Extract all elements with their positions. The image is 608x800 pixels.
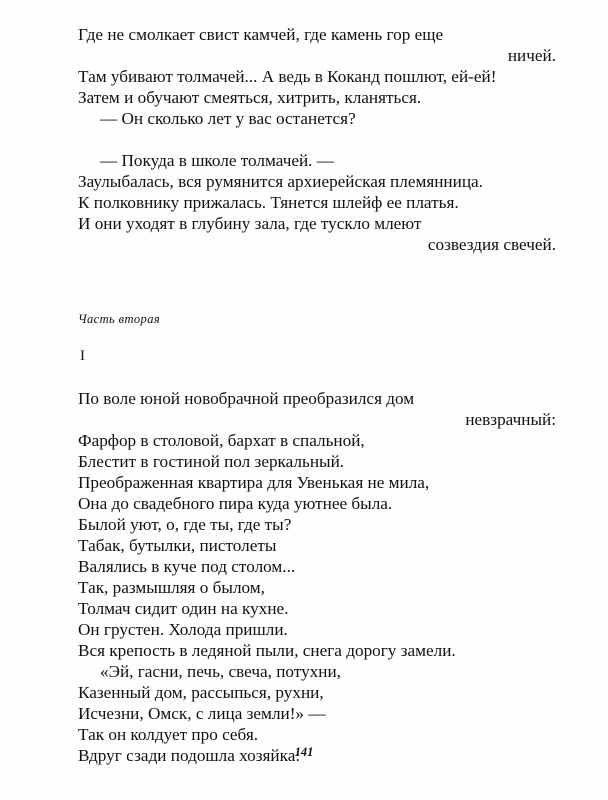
text-line: Где не смолкает свист камчей, где камень гор еще	[78, 25, 444, 44]
part-title: Часть вторая	[78, 312, 161, 326]
text-line: Заулыбалась, вся румянится архиерейская племянница.	[78, 172, 483, 191]
text-line: Валялись в куче под столом...	[78, 557, 296, 576]
text-line: Она до свадебного пира куда уютнее была.	[78, 494, 393, 513]
text-line: Былой уют, о, где ты, где ты?	[78, 515, 292, 534]
text-line: Там убивают толмачей... А ведь в Коканд пошлют, ей-ей!	[78, 67, 497, 86]
text-line: Вдруг сзади подошла хозяйка:	[78, 746, 301, 765]
text-line: Блестит в гостиной пол зеркальный.	[78, 452, 345, 471]
text-line: Он грустен. Холода пришли.	[78, 620, 288, 639]
text-line: По воле юной новобрачной преобразился дом	[78, 389, 415, 408]
text-line: ничей.	[507, 46, 556, 65]
text-line: К полковнику прижалась. Тянется шлейф ее платья.	[78, 193, 459, 212]
text-line: Так, размышляя о былом,	[78, 578, 265, 597]
text-line: Преображенная квартира для Увенькая не мила,	[78, 473, 430, 492]
text-line: Так он колдует про себя.	[78, 725, 259, 744]
text-line: Толмач сидит один на кухне.	[78, 599, 289, 618]
text-line: Казенный дом, рассыпься, рухни,	[78, 683, 324, 702]
text-line: созвездия свечей.	[427, 235, 556, 254]
text-line: Фарфор в столовой, бархат в спальной,	[78, 431, 365, 450]
text-line: И они уходят в глубину зала, где тускло млеют	[78, 214, 422, 233]
text-line: Затем и обучают смеяться, хитрить, кланяться.	[78, 88, 422, 107]
text-line: Исчезни, Омск, с лица земли!» —	[78, 704, 326, 723]
text-line: Табак, бутылки, пистолеты	[78, 536, 277, 555]
chapter-number: I	[80, 348, 85, 364]
text-line: Вся крепость в ледяной пыли, снега дорогу замели.	[78, 641, 456, 660]
poem-section-2	[78, 388, 556, 766]
stanza-gap	[78, 129, 556, 150]
poem-section-1	[78, 24, 556, 255]
quote-line: «Эй, гасни, печь, свеча, потухни,	[100, 662, 341, 681]
text-line: невзрачный:	[465, 410, 556, 429]
dialogue-line: — Покуда в школе толмачей. —	[100, 151, 334, 170]
page-number: 141	[294, 745, 314, 759]
dialogue-line: — Он сколько лет у вас останется?	[100, 109, 356, 128]
